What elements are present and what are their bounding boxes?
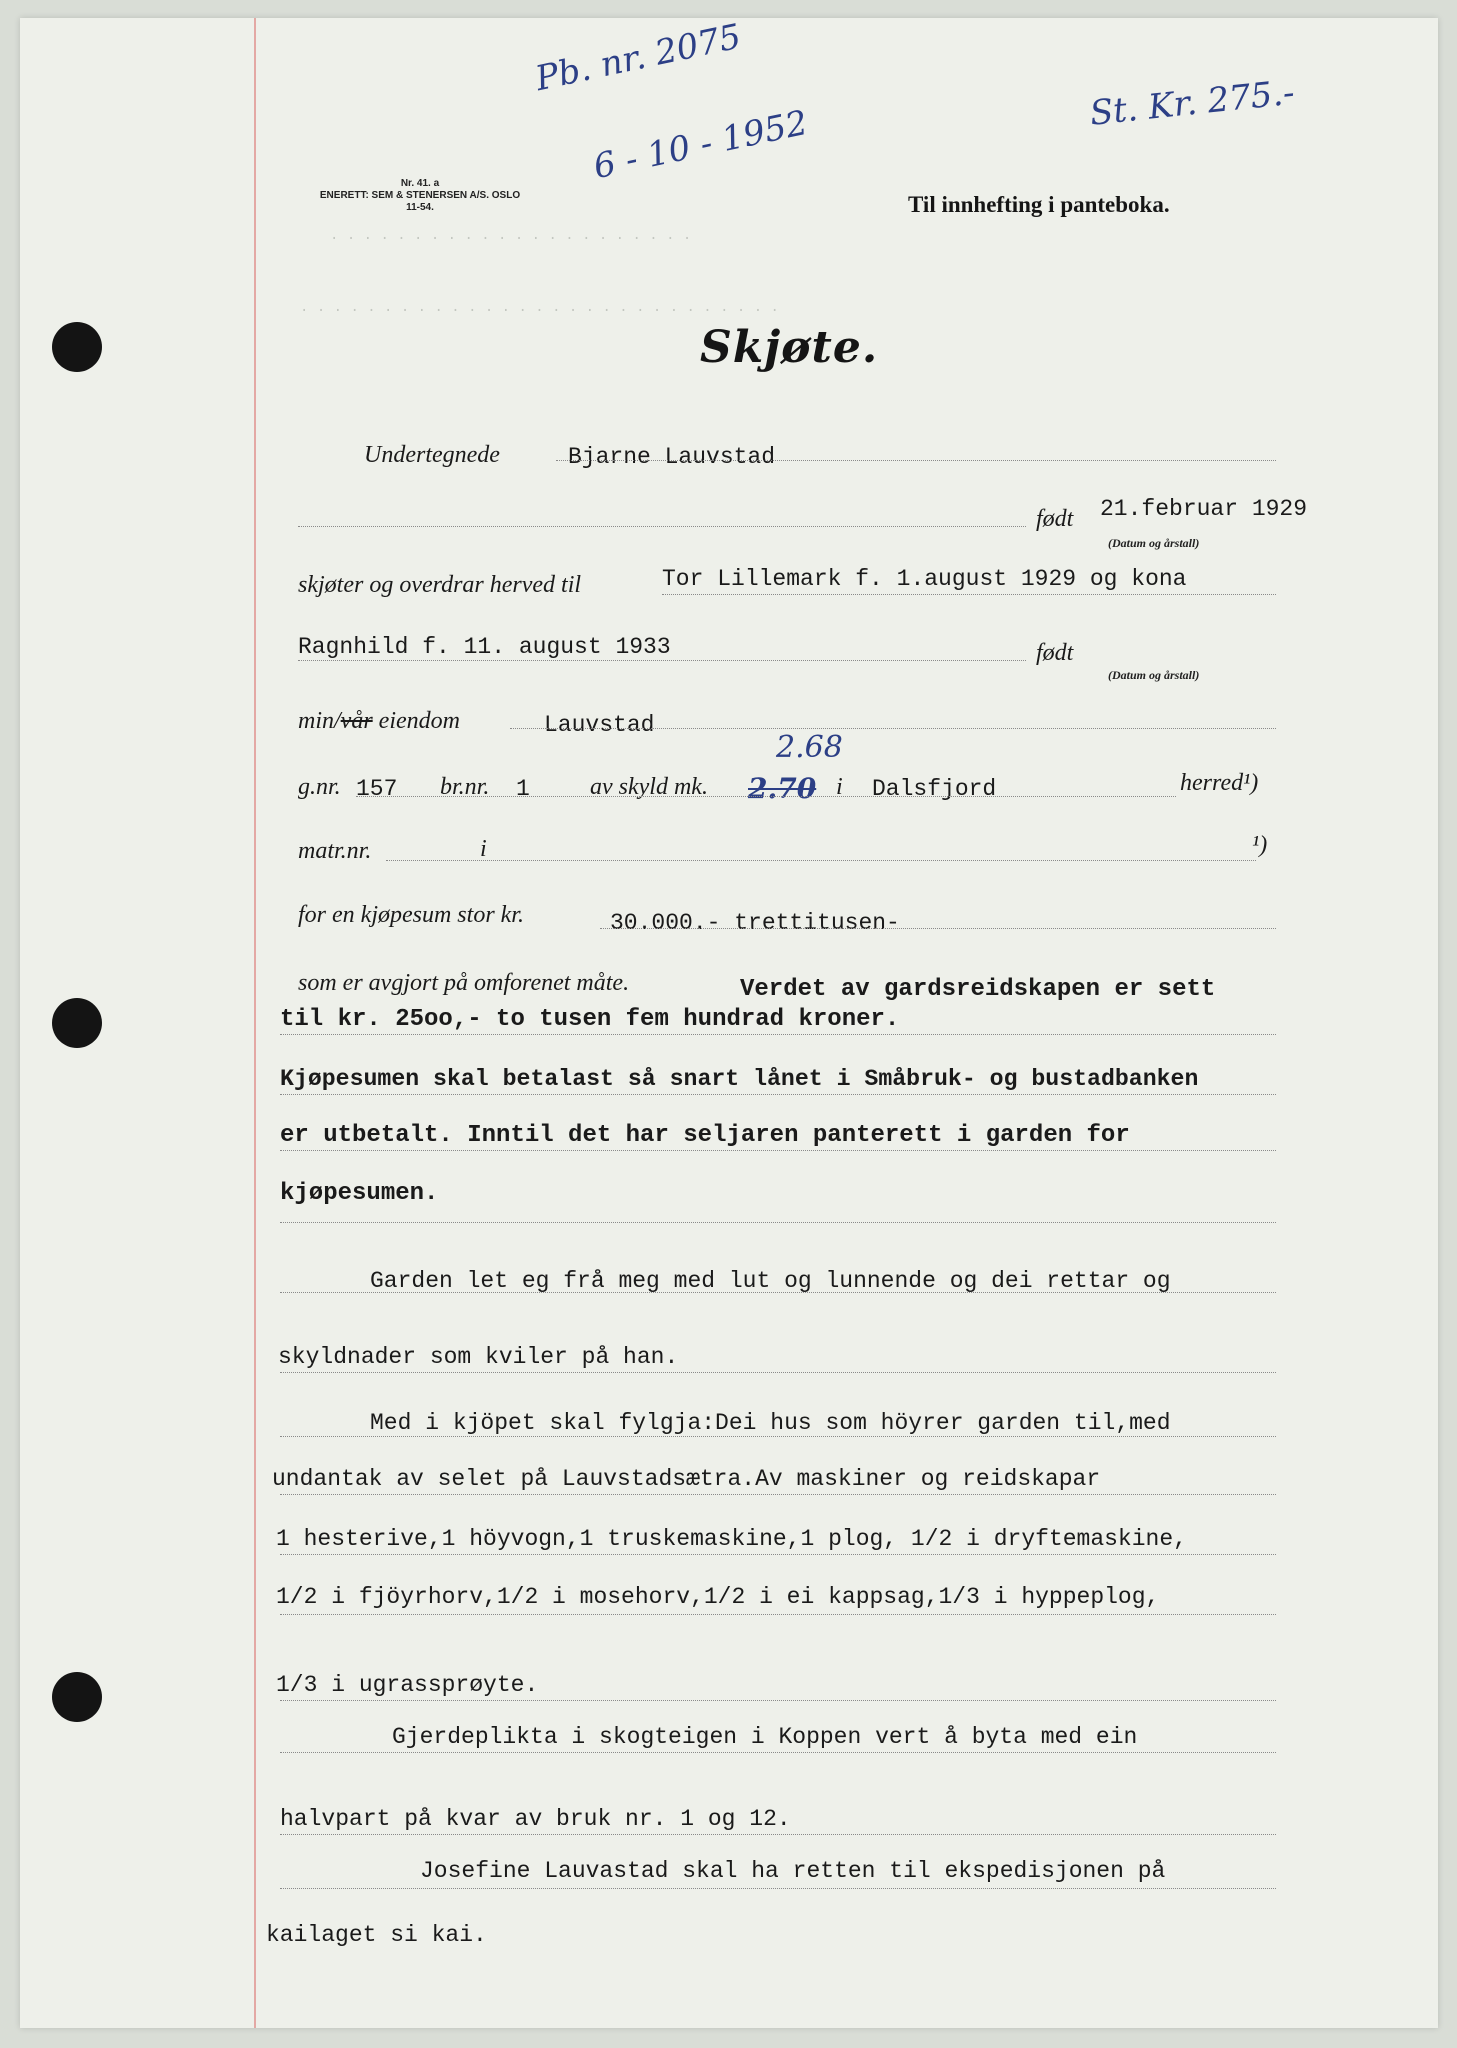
typed-line: kjøpesumen. (280, 1180, 439, 1207)
fill-line (280, 1752, 1276, 1753)
fill-line (280, 1700, 1276, 1701)
fill-line (356, 796, 1176, 797)
gnr-label: g.nr. (298, 774, 341, 800)
buyer-value: Tor Lillemark f. 1.august 1929 og kona (662, 566, 1187, 592)
skyld-correction: 2.68 (776, 730, 843, 765)
datum-note: (Datum og årstall) (1108, 536, 1200, 550)
punch-hole-icon (52, 998, 102, 1048)
handwritten-date: 6 - 10 - 1952 (590, 102, 812, 188)
fill-line (280, 1834, 1276, 1835)
typed-line: skyldnader som kviler på han. (278, 1344, 679, 1370)
typed-line: halvpart på kvar av bruk nr. 1 og 12. (280, 1806, 791, 1832)
form-number: Nr. 41. a (400, 178, 440, 189)
fill-line (298, 660, 1026, 661)
typed-line: 1/2 i fjöyrhorv,1/2 i mosehorv,1/2 i ei kappsag,1/3 i hyppeplog, (276, 1584, 1160, 1610)
fill-line (280, 1888, 1276, 1889)
fill-line (298, 526, 1026, 527)
typed-line: Kjøpesumen skal betalast så snart lånet i Småbruk- og bustadbanken (280, 1066, 1199, 1092)
undertegnede-label: Undertegnede (364, 442, 500, 468)
kjopesum-label: for en kjøpesum stor kr. (298, 902, 524, 928)
fill-line (280, 1034, 1276, 1035)
skyld-label: av skyld mk. (590, 774, 708, 800)
typed-line: til kr. 25oo,- to tusen fem hundrad kroner. (280, 1006, 900, 1033)
fill-line (280, 1554, 1276, 1555)
typed-line: er utbetalt. Inntil det har seljaren panterett i garden for (280, 1122, 1130, 1149)
typed-line: Gjerdeplikta i skogteigen i Koppen vert å byta med ein (392, 1724, 1138, 1750)
undertegnede-value: Bjarne Lauvstad (568, 444, 776, 470)
fill-line (556, 460, 1276, 461)
kjopesum-value: 30.000.- trettitusen- (610, 910, 900, 936)
fill-line (280, 1292, 1276, 1293)
typed-line: undantak av selet på Lauvstadsætra.Av maskiner og reidskapar (272, 1466, 1101, 1492)
typed-line: Garden let eg frå meg med lut og lunnende og dei rettar og (370, 1268, 1171, 1294)
page-title: Skjøte. (700, 322, 879, 373)
fill-line (280, 1436, 1276, 1437)
handwritten-stamp-fee: St. Kr. 275.- (1088, 72, 1297, 134)
eiendom-struck: vår (340, 708, 373, 734)
fill-line (280, 1094, 1276, 1095)
bleed-through-text: . . . . . . . . . . . . . . . . . . . . . . (330, 228, 692, 244)
fill-line (280, 1372, 1276, 1373)
fill-line (280, 1150, 1276, 1151)
typed-line: Med i kjöpet skal fylgja:Dei hus som höyrer garden til,med (370, 1410, 1171, 1436)
red-margin-line (254, 18, 256, 2028)
brnr-label: br.nr. (440, 774, 490, 800)
fill-line (280, 1614, 1276, 1615)
datum-note-2: (Datum og årstall) (1108, 668, 1200, 682)
eiendom-post: eiendom (372, 708, 460, 734)
skyld-struck-value: 2.70 (748, 772, 817, 805)
eiendom-label (298, 708, 460, 735)
eiendom-pre: min/ (298, 708, 341, 734)
typed-line: kailaget si kai. (266, 1922, 487, 1948)
matr-label: matr.nr. (298, 838, 372, 864)
fill-line (600, 928, 1276, 929)
handwritten-registry-number: Pb. nr. 2075 (532, 16, 745, 100)
avgjort-label: som er avgjort på omforenet måte. (298, 970, 630, 996)
gnr-value: 157 (356, 776, 398, 802)
typed-line: Josefine Lauvastad skal ha retten til ekspedisjonen på (420, 1858, 1166, 1884)
fodt-label: født (1036, 506, 1074, 532)
header-note: Til innhefting i panteboka. (908, 192, 1170, 217)
fill-line (280, 1222, 1276, 1223)
herred-label: herred¹) (1180, 770, 1259, 796)
fill-line (280, 1494, 1276, 1495)
brnr-value: 1 (516, 776, 530, 802)
edition: 11-54. (406, 202, 434, 213)
typed-line: 1 hesterive,1 höyvogn,1 truskemaskine,1 plog, 1/2 i dryftemaskine, (276, 1526, 1187, 1552)
fill-line (510, 728, 1276, 729)
herred-value: Dalsfjord (872, 776, 997, 802)
bleed-through-text: . . . . . . . . . . . . . . . . . . . . . . . . . . . . . (300, 300, 779, 316)
buyer-line-2: Ragnhild f. 11. august 1933 (298, 634, 671, 660)
punch-hole-icon (52, 1672, 102, 1722)
typed-line: Verdet av gardsreidskapen er sett (740, 976, 1216, 1003)
fodt2-label: født (1036, 640, 1074, 666)
typed-line: 1/3 i ugrassprøyte. (276, 1672, 539, 1698)
fill-line (662, 594, 1276, 595)
punch-hole-icon (52, 322, 102, 372)
matr-end: ¹) (1252, 832, 1268, 858)
skjoter-label: skjøter og overdrar herved til (298, 572, 582, 598)
i-label: i (836, 774, 843, 800)
matr-i: i (480, 836, 487, 862)
fodt-value: 21.februar 1929 (1100, 496, 1308, 522)
fill-line (386, 860, 1256, 861)
printer-imprint (300, 178, 540, 214)
publisher: ENERETT: SEM & STENERSEN A/S. OSLO (319, 190, 521, 201)
eiendom-value: Lauvstad (544, 712, 655, 738)
